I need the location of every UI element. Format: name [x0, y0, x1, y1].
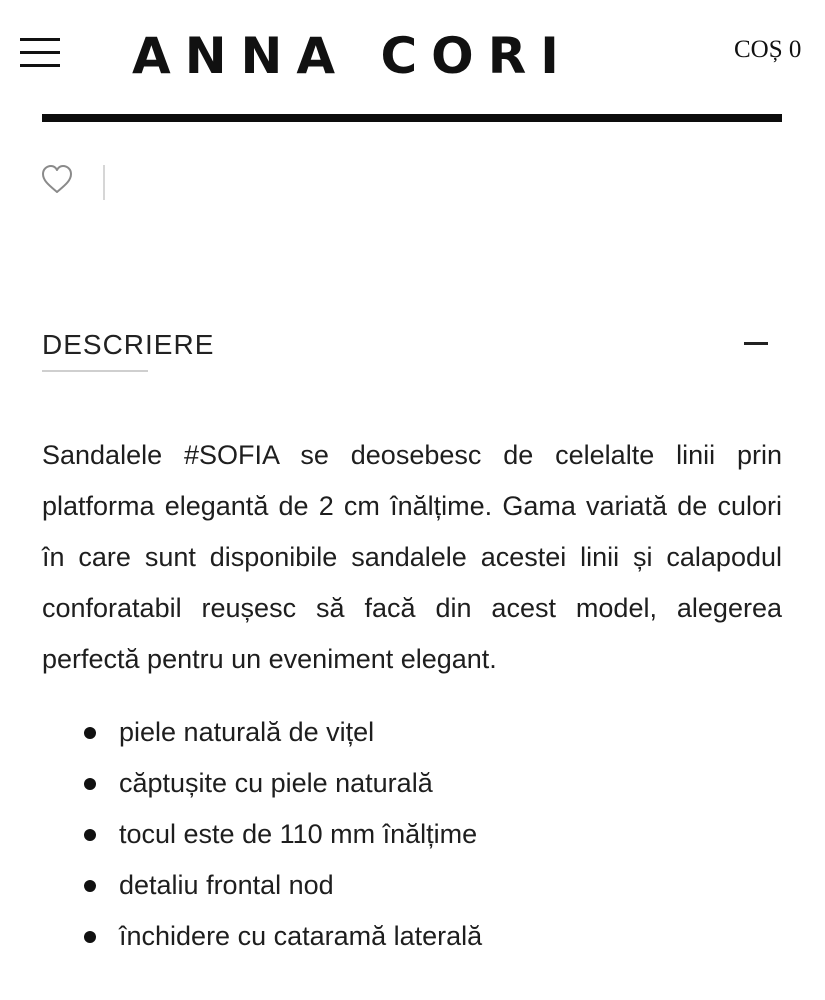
feature-list — [42, 707, 782, 962]
heart-outline-icon — [40, 164, 74, 196]
feature-label: căptușite cu piele naturală — [119, 768, 433, 798]
list-item — [42, 809, 782, 860]
description-title: DESCRIERE — [42, 329, 215, 360]
feature-label: piele naturală de vițel — [119, 717, 375, 747]
feature-label: detaliu frontal nod — [119, 870, 334, 900]
cart-link[interactable]: COȘ 0 — [734, 36, 802, 63]
description-text: Sandalele #SOFIA se deosebesc de celelalte linii prin platforma elegantă de 2 cm înălțime. Gama variată de culori în care sunt disponibile sandalele acestei linii și calapodul conforatabil reușesc să facă din acest model, alegerea perfectă pentru un eveniment elegant. — [42, 440, 782, 674]
brand-logo[interactable]: ANNA CORI — [132, 27, 573, 85]
description-title-underline — [42, 370, 148, 372]
list-item — [42, 758, 782, 809]
feature-label: tocul este de 110 mm înălțime — [119, 819, 478, 849]
menu-bar — [20, 51, 60, 54]
bullet-icon — [84, 727, 96, 739]
bullet-icon — [84, 778, 96, 790]
bullet-icon — [84, 829, 96, 841]
list-item — [42, 707, 782, 758]
list-item — [42, 860, 782, 911]
list-item — [42, 911, 782, 962]
minus-icon[interactable] — [744, 342, 768, 345]
bullet-icon — [84, 880, 96, 892]
vertical-divider — [103, 165, 105, 200]
wishlist-button[interactable] — [40, 164, 74, 196]
site-header — [0, 0, 825, 125]
description-accordion-header[interactable] — [42, 326, 782, 376]
menu-bar — [20, 64, 60, 67]
hamburger-menu-icon[interactable] — [20, 38, 60, 68]
menu-bar — [20, 38, 60, 41]
feature-label: închidere cu cataramă laterală — [119, 921, 483, 951]
header-divider — [42, 114, 782, 122]
bullet-icon — [84, 931, 96, 943]
